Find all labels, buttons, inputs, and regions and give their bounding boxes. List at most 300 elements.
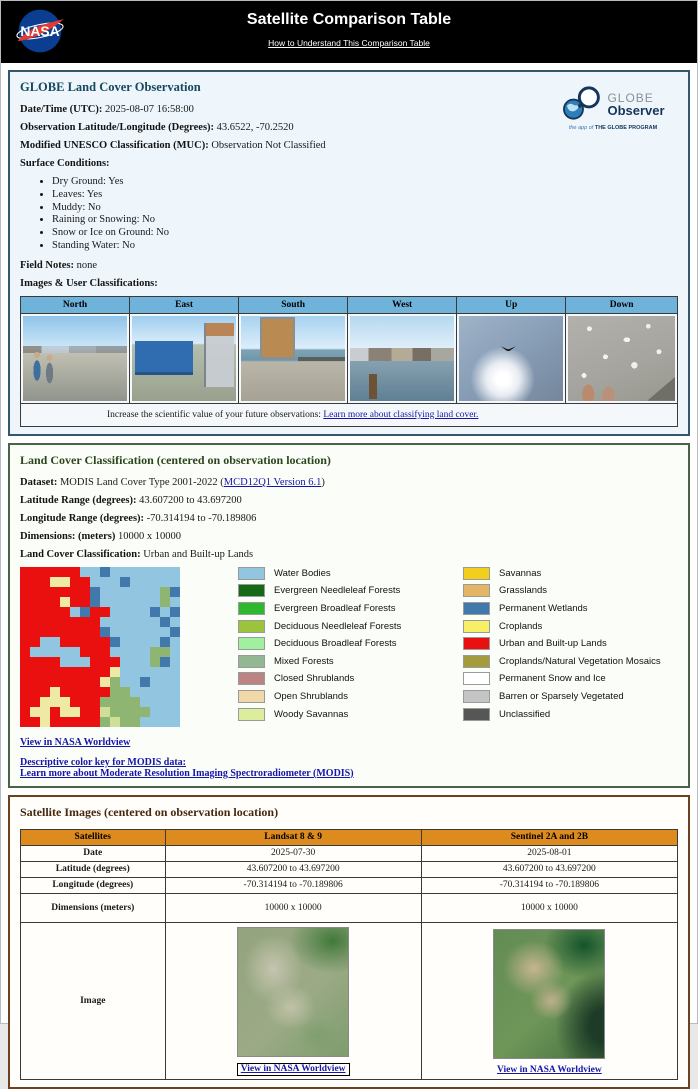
map-cell xyxy=(30,597,40,607)
map-cell xyxy=(100,687,110,697)
map-cell xyxy=(20,707,30,717)
legend-label: Open Shrublands xyxy=(274,690,348,702)
map-cell xyxy=(20,577,30,587)
page-header xyxy=(1,1,697,63)
map-cell xyxy=(100,617,110,627)
map-cell xyxy=(80,657,90,667)
legend-swatch xyxy=(238,620,265,633)
map-cell xyxy=(50,607,60,617)
map-cell xyxy=(50,707,60,717)
help-link[interactable]: How to Understand This Comparison Table xyxy=(268,38,430,48)
map-cell xyxy=(90,577,100,587)
map-cell xyxy=(50,717,60,727)
map-cell xyxy=(120,717,130,727)
map-cell xyxy=(170,627,180,637)
map-cell xyxy=(90,607,100,617)
map-cell xyxy=(30,647,40,657)
legend-item xyxy=(463,672,678,685)
map-cell xyxy=(50,687,60,697)
map-cell xyxy=(20,587,30,597)
map-cell xyxy=(160,567,170,577)
map-cell xyxy=(130,637,140,647)
legend-swatch xyxy=(463,672,490,685)
map-cell xyxy=(150,607,160,617)
map-cell xyxy=(110,647,120,657)
surface-conditions-list xyxy=(20,176,678,253)
map-cell xyxy=(90,717,100,727)
map-cell xyxy=(110,597,120,607)
map-cell xyxy=(50,667,60,677)
map-cell xyxy=(160,597,170,607)
map-cell xyxy=(70,677,80,687)
legend-label: Permanent Wetlands xyxy=(499,602,588,614)
map-cell xyxy=(60,657,70,667)
map-cell xyxy=(40,617,50,627)
map-cell xyxy=(150,587,160,597)
map-cell xyxy=(160,587,170,597)
land-cover-section xyxy=(8,443,690,788)
map-cell xyxy=(100,607,110,617)
map-cell xyxy=(60,717,70,727)
legend-label: Deciduous Needleleaf Forests xyxy=(274,620,402,632)
map-cell xyxy=(100,567,110,577)
map-cell xyxy=(150,617,160,627)
map-cell xyxy=(160,607,170,617)
legend-label: Closed Shrublands xyxy=(274,673,355,685)
photo-header-up: Up xyxy=(457,296,566,313)
map-cell xyxy=(120,707,130,717)
legend-label: Croplands/Natural Vegetation Mosaics xyxy=(499,655,661,667)
map-cell xyxy=(30,577,40,587)
map-cell xyxy=(50,697,60,707)
map-cell xyxy=(130,607,140,617)
map-cell xyxy=(60,627,70,637)
map-cell xyxy=(20,637,30,647)
map-cell xyxy=(130,577,140,587)
map-cell xyxy=(130,697,140,707)
map-cell xyxy=(70,687,80,697)
map-cell xyxy=(130,647,140,657)
legend-label: Deciduous Broadleaf Forests xyxy=(274,638,397,650)
legend-item xyxy=(463,690,678,703)
map-cell xyxy=(150,667,160,677)
legend-swatch xyxy=(463,655,490,668)
map-cell xyxy=(140,627,150,637)
map-cell xyxy=(40,627,50,637)
classify-landcover-link[interactable]: Learn more about classifying land cover. xyxy=(323,409,479,420)
map-cell xyxy=(110,607,120,617)
map-cell xyxy=(100,647,110,657)
map-cell xyxy=(170,607,180,617)
legend-label: Unclassified xyxy=(499,708,551,720)
map-cell xyxy=(110,677,120,687)
map-cell xyxy=(140,677,150,687)
map-cell xyxy=(40,697,50,707)
map-cell xyxy=(20,667,30,677)
map-cell xyxy=(80,687,90,697)
map-cell xyxy=(80,607,90,617)
map-cell xyxy=(140,607,150,617)
photo-caption: Increase the scientific value of your future observations: Learn more about classifying land cover. xyxy=(20,404,678,427)
map-cell xyxy=(110,657,120,667)
map-cell xyxy=(90,587,100,597)
legend-swatch xyxy=(463,602,490,615)
modis-link[interactable]: Learn more about Moderate Resolution Imaging Spectroradiometer (MODIS) xyxy=(20,767,354,779)
map-cell xyxy=(160,637,170,647)
map-cell xyxy=(170,567,180,577)
map-cell xyxy=(50,657,60,667)
sentinel-worldview-link[interactable]: View in NASA Worldview xyxy=(496,1064,602,1075)
map-cell xyxy=(140,587,150,597)
map-cell xyxy=(130,677,140,687)
map-cell xyxy=(90,667,100,677)
legend-swatch xyxy=(238,602,265,615)
map-cell xyxy=(20,567,30,577)
landsat-worldview-link[interactable]: View in NASA Worldview xyxy=(240,1064,346,1075)
map-cell xyxy=(140,577,150,587)
map-cell xyxy=(110,627,120,637)
map-cell xyxy=(130,587,140,597)
sentinel-image xyxy=(493,929,605,1059)
land-cover-body xyxy=(20,567,678,727)
map-cell xyxy=(40,577,50,587)
map-cell xyxy=(120,647,130,657)
map-cell xyxy=(130,657,140,667)
map-cell xyxy=(30,667,40,677)
map-cell xyxy=(130,567,140,577)
map-cell xyxy=(50,587,60,597)
map-cell xyxy=(170,647,180,657)
map-cell xyxy=(120,657,130,667)
map-cell xyxy=(120,607,130,617)
field-notes: Field Notes: none xyxy=(20,259,97,271)
map-cell xyxy=(40,587,50,597)
map-cell xyxy=(100,577,110,587)
map-cell xyxy=(70,717,80,727)
photo-down[interactable] xyxy=(568,316,675,401)
photo-west[interactable] xyxy=(350,316,454,401)
surface-condition-item: • Leaves: Yes xyxy=(52,189,678,202)
map-cell xyxy=(70,657,80,667)
color-key-link[interactable]: Descriptive color key for MODIS data: xyxy=(20,756,186,768)
map-cell xyxy=(120,637,130,647)
map-cell xyxy=(150,627,160,637)
map-cell xyxy=(160,627,170,637)
map-cell xyxy=(70,597,80,607)
legend-swatch xyxy=(238,637,265,650)
map-cell xyxy=(60,637,70,647)
map-cell xyxy=(30,567,40,577)
photo-header-west: West xyxy=(348,296,457,313)
map-cell xyxy=(160,667,170,677)
map-cell xyxy=(100,667,110,677)
map-cell xyxy=(80,637,90,647)
map-cell xyxy=(60,617,70,627)
map-cell xyxy=(120,697,130,707)
surface-condition-item: • Muddy: No xyxy=(52,202,678,215)
map-cell xyxy=(50,637,60,647)
photo-header-down: Down xyxy=(566,296,678,313)
map-cell xyxy=(130,597,140,607)
muc-field: Modified UNESCO Classification (MUC): Observation Not Classified xyxy=(20,140,326,151)
map-cell xyxy=(60,577,70,587)
map-cell xyxy=(50,617,60,627)
map-cell xyxy=(70,647,80,657)
worldview-link[interactable]: View in NASA Worldview xyxy=(20,736,131,748)
map-cell xyxy=(120,627,130,637)
land-cover-legend xyxy=(180,567,678,727)
dimensions-field: Dimensions: (meters) 10000 x 10000 xyxy=(20,530,181,542)
map-cell xyxy=(100,697,110,707)
legend-item xyxy=(463,655,678,668)
image-row-label: Image xyxy=(21,922,166,1079)
satellite-header-row xyxy=(21,829,678,845)
map-cell xyxy=(170,697,180,707)
map-cell xyxy=(30,637,40,647)
photo-up[interactable] xyxy=(459,316,563,401)
legend-item xyxy=(463,620,678,633)
map-cell xyxy=(30,587,40,597)
map-cell xyxy=(110,587,120,597)
legend-column-right xyxy=(463,567,678,727)
globe-observer-icon xyxy=(561,86,605,122)
landsat-header: Landsat 8 & 9 xyxy=(165,829,421,845)
map-cell xyxy=(60,597,70,607)
map-cell xyxy=(30,697,40,707)
map-cell xyxy=(140,657,150,667)
map-cell xyxy=(40,677,50,687)
map-cell xyxy=(40,607,50,617)
satellite-section xyxy=(8,795,690,1089)
map-cell xyxy=(100,657,110,667)
landsat-image xyxy=(237,927,349,1057)
table-row-latitude: Latitude (degrees) 43.607200 to 43.697200 43.607200 to 43.697200 xyxy=(21,861,678,877)
photo-north[interactable] xyxy=(23,316,127,401)
map-cell xyxy=(20,607,30,617)
map-cell xyxy=(160,647,170,657)
legend-swatch xyxy=(463,708,490,721)
photo-east[interactable] xyxy=(132,316,236,401)
map-cell xyxy=(100,627,110,637)
map-cell xyxy=(100,587,110,597)
map-cell xyxy=(160,717,170,727)
map-cell xyxy=(40,667,50,677)
map-cell xyxy=(70,707,80,717)
map-cell xyxy=(30,607,40,617)
map-cell xyxy=(90,617,100,627)
map-cell xyxy=(60,587,70,597)
land-cover-map xyxy=(20,567,180,727)
map-cell xyxy=(90,597,100,607)
legend-item xyxy=(463,708,678,721)
legend-swatch xyxy=(238,708,265,721)
map-cell xyxy=(30,707,40,717)
map-cell xyxy=(70,607,80,617)
map-cell xyxy=(130,717,140,727)
map-cell xyxy=(50,677,60,687)
map-cell xyxy=(20,627,30,637)
map-cell xyxy=(70,667,80,677)
satellite-table xyxy=(20,829,678,1080)
map-cell xyxy=(30,677,40,687)
observation-photo-table xyxy=(20,296,678,404)
map-cell xyxy=(90,697,100,707)
map-cell xyxy=(90,687,100,697)
observation-heading: GLOBE Land Cover Observation xyxy=(20,80,201,94)
nasa-logo-icon[interactable] xyxy=(13,8,67,54)
map-cell xyxy=(140,687,150,697)
map-cell xyxy=(90,647,100,657)
map-cell xyxy=(140,567,150,577)
map-cell xyxy=(60,687,70,697)
map-cell xyxy=(140,707,150,717)
map-cell xyxy=(80,717,90,727)
map-cell xyxy=(140,647,150,657)
legend-label: Mixed Forests xyxy=(274,655,334,667)
map-cell xyxy=(160,617,170,627)
legend-label: Barren or Sparsely Vegetated xyxy=(499,690,624,702)
map-cell xyxy=(100,707,110,717)
map-cell xyxy=(60,567,70,577)
legend-swatch xyxy=(463,620,490,633)
map-cell xyxy=(100,597,110,607)
map-cell xyxy=(110,717,120,727)
map-cell xyxy=(110,577,120,587)
datetime-field: Date/Time (UTC): 2025-08-07 16:58:00 xyxy=(20,104,194,115)
legend-item xyxy=(238,655,453,668)
legend-label: Grasslands xyxy=(499,585,548,597)
map-cell xyxy=(30,717,40,727)
map-cell xyxy=(100,717,110,727)
map-cell xyxy=(150,677,160,687)
map-cell xyxy=(40,657,50,667)
map-cell xyxy=(30,687,40,697)
mcd12q1-link[interactable]: MCD12Q1 Version 6.1 xyxy=(223,476,322,488)
map-cell xyxy=(90,707,100,717)
map-cell xyxy=(160,657,170,667)
legend-label: Woody Savannas xyxy=(274,708,349,720)
map-cell xyxy=(60,647,70,657)
legend-label: Permanent Snow and Ice xyxy=(499,673,606,685)
map-cell xyxy=(130,617,140,627)
legend-label: Croplands xyxy=(499,620,543,632)
legend-label: Evergreen Needleleaf Forests xyxy=(274,585,401,597)
map-cell xyxy=(70,617,80,627)
map-cell xyxy=(80,577,90,587)
legend-swatch xyxy=(463,637,490,650)
map-cell xyxy=(50,647,60,657)
map-cell xyxy=(170,577,180,587)
map-cell xyxy=(120,597,130,607)
legend-swatch xyxy=(238,567,265,580)
legend-item xyxy=(463,602,678,615)
map-cell xyxy=(170,617,180,627)
surface-condition-item: • Dry Ground: Yes xyxy=(52,176,678,189)
map-cell xyxy=(150,577,160,587)
map-cell xyxy=(120,677,130,687)
map-cell xyxy=(50,597,60,607)
map-cell xyxy=(70,587,80,597)
dataset-field: Dataset: MODIS Land Cover Type 2001-2022 (MCD12Q1 Version 6.1) xyxy=(20,476,325,488)
map-cell xyxy=(110,637,120,647)
surface-condition-item: • Snow or Ice on Ground: No xyxy=(52,227,678,240)
legend-swatch xyxy=(238,690,265,703)
map-cell xyxy=(170,707,180,717)
legend-swatch xyxy=(463,584,490,597)
map-cell xyxy=(110,707,120,717)
photo-header-row xyxy=(21,296,678,313)
map-cell xyxy=(20,687,30,697)
map-cell xyxy=(170,587,180,597)
map-cell xyxy=(80,617,90,627)
map-cell xyxy=(80,647,90,657)
map-cell xyxy=(170,657,180,667)
map-cell xyxy=(40,707,50,717)
map-cell xyxy=(60,607,70,617)
landsat-worldview-focus xyxy=(237,1063,350,1076)
map-cell xyxy=(80,697,90,707)
photo-header-north: North xyxy=(21,296,130,313)
map-cell xyxy=(60,667,70,677)
map-cell xyxy=(70,567,80,577)
map-cell xyxy=(90,677,100,687)
photo-south[interactable] xyxy=(241,316,345,401)
map-cell xyxy=(80,587,90,597)
legend-label: Urban and Built-up Lands xyxy=(499,638,607,650)
map-cell xyxy=(140,697,150,707)
map-cell xyxy=(40,687,50,697)
map-cell xyxy=(140,597,150,607)
map-cell xyxy=(120,687,130,697)
latlon-field: Observation Latitude/Longitude (Degrees): 43.6522, -70.2520 xyxy=(20,122,294,133)
map-cell xyxy=(70,637,80,647)
map-cell xyxy=(160,697,170,707)
legend-item xyxy=(238,567,453,580)
map-cell xyxy=(40,717,50,727)
map-cell xyxy=(60,697,70,707)
logo-brand-bottom: Observer xyxy=(607,102,665,118)
legend-item xyxy=(238,708,453,721)
legend-item xyxy=(238,690,453,703)
map-cell xyxy=(160,577,170,587)
map-cell xyxy=(20,677,30,687)
page-title: Satellite Comparison Table xyxy=(246,11,452,28)
surface-condition-item: • Raining or Snowing: No xyxy=(52,214,678,227)
map-cell xyxy=(90,637,100,647)
map-cell xyxy=(120,587,130,597)
map-cell xyxy=(120,567,130,577)
legend-item xyxy=(238,620,453,633)
lat-range-field: Latitude Range (degrees): 43.607200 to 43.697200 xyxy=(20,494,242,506)
map-cell xyxy=(160,687,170,697)
legend-item xyxy=(463,637,678,650)
satellite-heading: Satellite Images (centered on observation location) xyxy=(20,804,279,819)
map-cell xyxy=(140,617,150,627)
legend-item xyxy=(238,584,453,597)
map-cell xyxy=(150,597,160,607)
map-cell xyxy=(170,667,180,677)
table-row-image xyxy=(21,922,678,1079)
map-cell xyxy=(90,657,100,667)
map-cell xyxy=(20,647,30,657)
map-cell xyxy=(150,697,160,707)
map-cell xyxy=(20,657,30,667)
map-cell xyxy=(20,597,30,607)
map-cell xyxy=(30,627,40,637)
photo-header-east: East xyxy=(130,296,239,313)
images-classifications-label: Images & User Classifications: xyxy=(20,277,158,289)
map-cell xyxy=(170,677,180,687)
